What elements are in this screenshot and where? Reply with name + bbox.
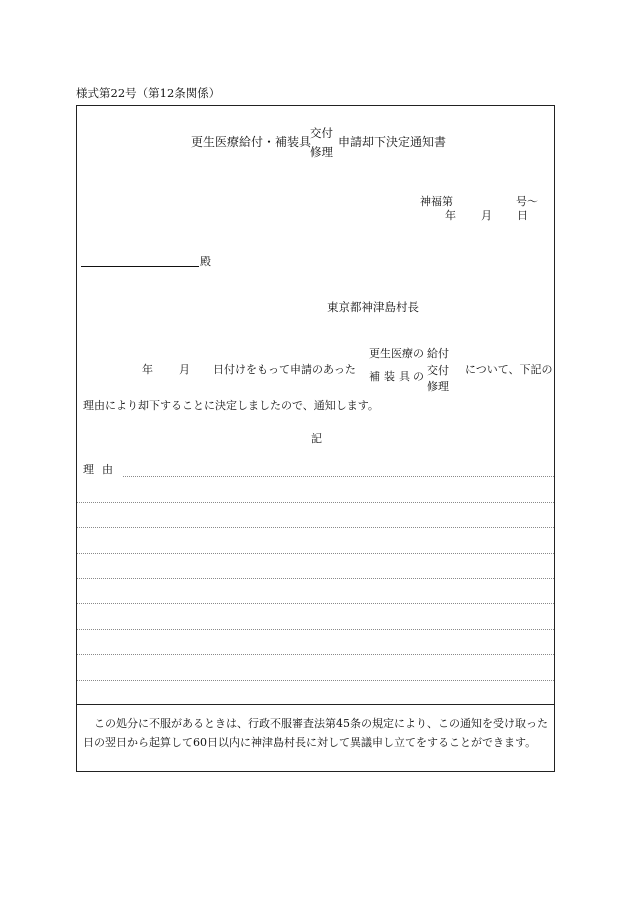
document-number-prefix: 神福第 bbox=[420, 195, 453, 208]
title-main: 更生医療給付・補装具 bbox=[191, 135, 312, 149]
reason-dotted-line bbox=[77, 629, 554, 630]
date-year-label: 年 bbox=[445, 209, 456, 222]
title-option-issue: 交付 bbox=[310, 126, 333, 140]
reason-dotted-line bbox=[77, 578, 554, 579]
title-tail: 申請却下決定通知書 bbox=[338, 135, 447, 149]
form-number: 様式第22号（第12条関係） bbox=[76, 86, 221, 100]
addressee-honorific: 殿 bbox=[200, 255, 211, 268]
date-day-label: 日 bbox=[517, 209, 528, 222]
reason-dotted-line bbox=[77, 680, 554, 681]
body-item-medical: 更生医療の bbox=[369, 347, 424, 360]
title-option-repair: 修理 bbox=[310, 145, 333, 159]
body-month-label: 月 bbox=[179, 363, 190, 376]
reason-dotted-line bbox=[123, 476, 554, 477]
body-text-2: について、下記の bbox=[465, 363, 553, 376]
body-year-label: 年 bbox=[142, 363, 153, 376]
document-number-suffix: 号〜 bbox=[516, 195, 538, 208]
body-item-device: 補装具 bbox=[369, 370, 414, 383]
reason-dotted-line bbox=[77, 527, 554, 528]
reason-label: 理由 bbox=[83, 463, 121, 476]
issuer: 東京都神津島村長 bbox=[327, 300, 419, 314]
body-option-repair: 修理 bbox=[427, 380, 449, 393]
ki-heading: 記 bbox=[311, 432, 322, 445]
body-line-2: 理由により却下することに決定しましたので、通知します。 bbox=[83, 399, 379, 412]
notice-divider bbox=[77, 704, 554, 705]
reason-dotted-line bbox=[77, 654, 554, 655]
body-option-issue: 交付 bbox=[427, 364, 449, 377]
body-text-1: 日付けをもって申請のあった bbox=[213, 363, 356, 376]
reason-dotted-line bbox=[77, 502, 554, 503]
appeal-notice: この処分に不服があるときは、行政不服審査法第45条の規定により、この通知を受け取った日の翌日から起算して60日以内に神津島村長に対して異議申し立てをすることができます。 bbox=[83, 717, 548, 749]
addressee-name-line bbox=[81, 266, 199, 267]
body-option-benefit: 給付 bbox=[427, 347, 449, 360]
form-box bbox=[76, 105, 555, 772]
reason-dotted-line bbox=[77, 603, 554, 604]
date-month-label: 月 bbox=[481, 209, 492, 222]
reason-dotted-line bbox=[77, 553, 554, 554]
body-particle: の bbox=[413, 370, 424, 383]
